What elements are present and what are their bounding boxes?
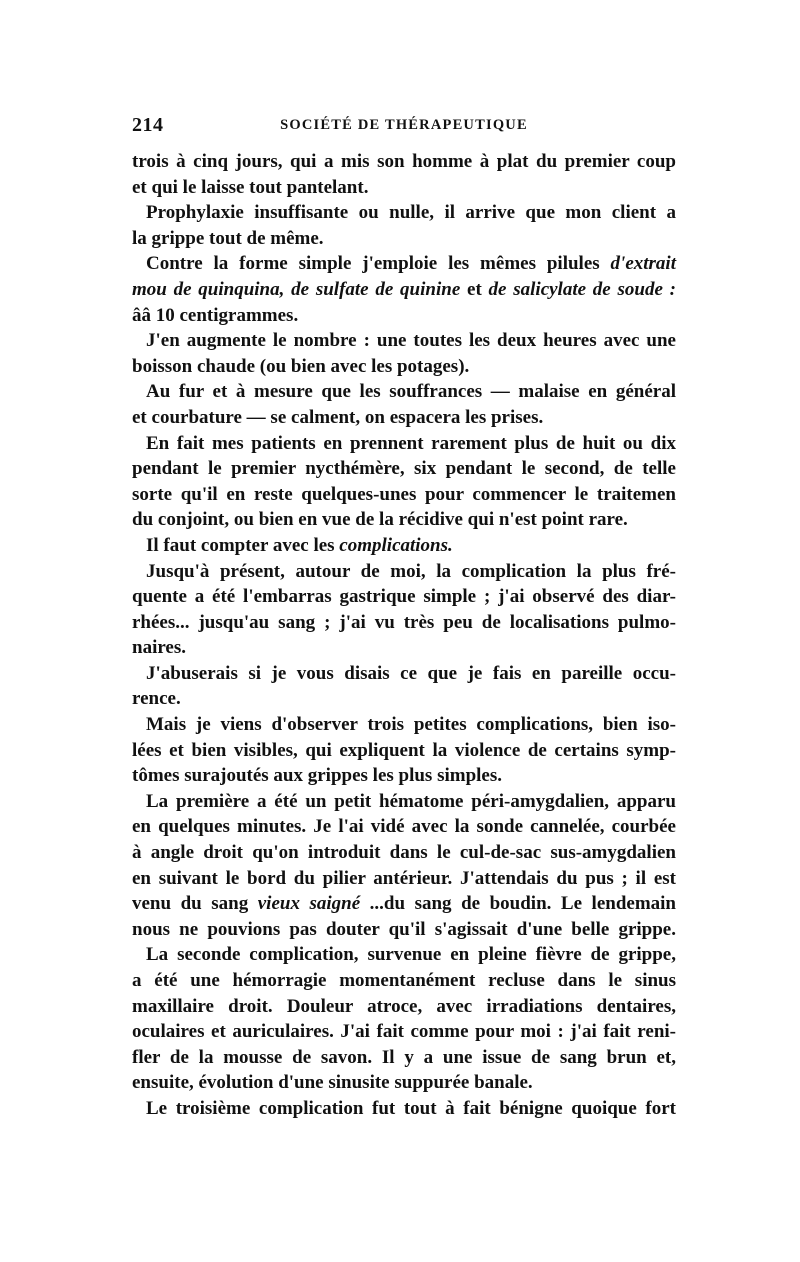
text-line: en quelques minutes. Je l'ai vidé avec la sonde cannelée, courbée [132,816,676,838]
text-line: J'en augmente le nombre : une toutes les deux heures avec une [146,330,676,352]
text-line: Jusqu'à présent, autour de moi, la complication la plus fré- [146,560,676,582]
text-line: Contre la forme simple j'emploie les mêmes pilules d'extrait [146,253,676,275]
text-line: ensuite, évolution d'une sinusite suppurée banale. [132,1072,533,1094]
page-number: 214 [132,114,164,136]
running-title: SOCIÉTÉ DE THÉRAPEUTIQUE [280,117,528,133]
text-line: rhées... jusqu'au sang ; j'ai vu très peu de localisations pulmo- [132,611,676,633]
text-line: maxillaire droit. Douleur atroce, avec irradiations dentaires, [132,995,676,1017]
text-line: à angle droit qu'on introduit dans le cul-de-sac sus-amygdalien [132,842,676,864]
text-line: oculaires et auriculaires. J'ai fait comme pour moi : j'ai fait reni- [132,1021,676,1043]
text-line: sorte qu'il en reste quelques-unes pour commencer le traitemen [132,483,676,505]
text-line: J'abuserais si je vous disais ce que je fais en pareille occu- [146,662,676,684]
text-line: et qui le laisse tout pantelant. [132,176,369,198]
text-line: Mais je viens d'observer trois petites complications, bien iso- [146,714,676,736]
text-line: La première a été un petit hématome péri-amygdalien, apparu [146,790,676,812]
text-line: Au fur et à mesure que les souffrances — malaise en général [146,381,676,403]
text-line: boisson chaude (ou bien avec les potages). [132,355,470,377]
text-line: En fait mes patients en prennent rarement plus de huit ou dix [146,432,676,454]
text-line: la grippe tout de même. [132,227,324,249]
text-line: en suivant le bord du pilier antérieur. J'attendais du pus ; il est [132,867,676,889]
text-line: pendant le premier nycthémère, six pendant le second, de telle [132,458,676,480]
text-line: fler de la mousse de savon. Il y a une issue de sang brun et, [132,1046,676,1068]
text-line: Il faut compter avec les complications. [146,534,453,556]
text-line: quente a été l'embarras gastrique simple ; j'ai observé des diar- [132,586,676,608]
text-line: La seconde complication, survenue en pleine fièvre de grippe, [146,944,676,966]
text-line: Prophylaxie insuffisante ou nulle, il arrive que mon client a [146,202,676,224]
text-line: lées et bien visibles, qui expliquent la violence de certains symp- [132,739,676,761]
text-line: rence. [132,688,181,710]
text-line: ââ 10 centigrammes. [132,304,299,326]
body-text [132,149,676,1122]
text-line: Le troisième complication fut tout à fait bénigne quoique fort [146,1097,676,1119]
text-line: mou de quinquina, de sulfate de quinine et de salicylate de soude : [132,278,676,300]
text-line: et courbature — se calment, on espacera les prises. [132,406,544,428]
text-line: naires. [132,637,187,659]
text-line: trois à cinq jours, qui a mis son homme à plat du premier coup [132,151,676,172]
text-line: nous ne pouvions pas douter qu'il s'agissait d'une belle grippe. [132,918,676,940]
page-header [132,114,676,144]
text-line: a été une hémorragie momentanément recluse dans le sinus [132,970,676,991]
text-line: du conjoint, ou bien en vue de la récidive qui n'est point rare. [132,509,628,531]
text-line: tômes surajoutés aux grippes les plus simples. [132,765,502,787]
text-line: venu du sang vieux saigné ...du sang de boudin. Le lendemain [132,893,676,915]
